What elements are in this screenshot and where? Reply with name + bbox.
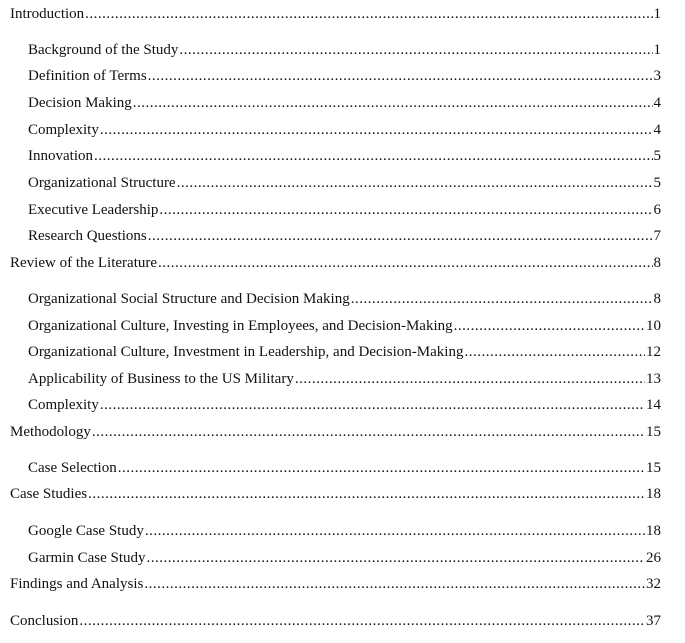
toc-entry-title: Applicability of Business to the US Military xyxy=(28,371,294,387)
toc-entry-page: 1 xyxy=(653,6,661,22)
toc-entry-title: Google Case Study xyxy=(28,523,144,539)
toc-entry-page: 8 xyxy=(653,255,661,271)
toc-entry-page: 6 xyxy=(653,202,661,218)
toc-entry-methodology[interactable] xyxy=(10,422,661,442)
toc-entry-page: 18 xyxy=(646,523,661,539)
toc-entry-complexity-literature[interactable] xyxy=(28,395,661,415)
dot-leader xyxy=(177,173,653,193)
dot-leader xyxy=(148,66,653,86)
toc-entry-case-selection[interactable] xyxy=(28,458,661,478)
toc-entry-page: 13 xyxy=(646,371,661,387)
dot-leader xyxy=(454,316,645,336)
toc-entry-case-studies[interactable] xyxy=(10,484,661,504)
toc-entry-title: Methodology xyxy=(10,424,91,440)
toc-entry-title: Case Selection xyxy=(28,460,117,476)
dot-leader xyxy=(464,342,645,362)
toc-entry-page: 5 xyxy=(653,175,661,191)
dot-leader xyxy=(133,93,653,113)
toc-entry-culture-investment-in-leadership[interactable] xyxy=(28,342,661,362)
dot-leader xyxy=(179,40,652,60)
dot-leader xyxy=(145,521,645,541)
toc-entry-applicability-to-us-military[interactable] xyxy=(28,369,661,389)
dot-leader xyxy=(147,548,646,568)
toc-entry-findings-and-analysis[interactable] xyxy=(10,574,661,594)
toc-entry-page: 26 xyxy=(646,550,661,566)
dot-leader xyxy=(144,574,645,594)
toc-entry-page: 8 xyxy=(653,291,661,307)
toc-entry-title: Case Studies xyxy=(10,486,88,502)
toc-entry-page: 12 xyxy=(646,344,661,360)
toc-entry-page: 10 xyxy=(646,318,661,334)
toc-entry-title: Executive Leadership xyxy=(28,202,159,218)
toc-entry-background-of-the-study[interactable] xyxy=(28,40,661,60)
toc-entry-title: Garmin Case Study xyxy=(28,550,146,566)
toc-entry-title: Organizational Culture, Investing in Employees, and Decision-Making xyxy=(28,318,453,334)
toc-entry-title: Conclusion xyxy=(10,613,79,629)
toc-entry-page: 4 xyxy=(653,95,661,111)
toc-entry-title: Complexity xyxy=(28,397,99,413)
dot-leader xyxy=(92,422,645,442)
toc-entry-page: 15 xyxy=(646,460,661,476)
toc-entry-definition-of-terms[interactable] xyxy=(28,66,661,86)
toc-entry-title: Organizational Structure xyxy=(28,175,176,191)
toc-entry-introduction[interactable] xyxy=(10,4,661,24)
toc-entry-title: Innovation xyxy=(28,148,93,164)
toc-entry-title: Organizational Culture, Investment in Leadership, and Decision-Making xyxy=(28,344,464,360)
toc-entry-review-of-the-literature[interactable] xyxy=(10,253,661,273)
toc-entry-google-case-study[interactable] xyxy=(28,521,661,541)
dot-leader xyxy=(85,4,652,24)
toc-entry-culture-investing-in-employees[interactable] xyxy=(28,316,661,336)
dot-leader xyxy=(100,395,645,415)
toc-entry-page: 32 xyxy=(646,576,661,592)
dot-leader xyxy=(100,120,653,140)
toc-entry-title: Decision Making xyxy=(28,95,132,111)
dot-leader xyxy=(158,253,652,273)
toc-entry-organizational-social-structure[interactable] xyxy=(28,289,661,309)
toc-entry-page: 18 xyxy=(646,486,661,502)
dot-leader xyxy=(295,369,645,389)
toc-entry-organizational-structure[interactable] xyxy=(28,173,661,193)
toc-entry-title: Background of the Study xyxy=(28,42,179,58)
toc-entry-page: 15 xyxy=(646,424,661,440)
toc-entry-research-questions[interactable] xyxy=(28,226,661,246)
toc-entry-executive-leadership[interactable] xyxy=(28,200,661,220)
toc-entry-page: 3 xyxy=(653,68,661,84)
toc-entry-page: 4 xyxy=(653,122,661,138)
toc-entry-page: 1 xyxy=(653,42,661,58)
toc-entry-title: Introduction xyxy=(10,6,85,22)
dot-leader xyxy=(159,200,652,220)
dot-leader xyxy=(79,611,645,631)
toc-entry-decision-making[interactable] xyxy=(28,93,661,113)
toc-entry-title: Complexity xyxy=(28,122,99,138)
toc-entry-page: 5 xyxy=(653,148,661,164)
dot-leader xyxy=(88,484,645,504)
dot-leader xyxy=(148,226,653,246)
toc-entry-page: 37 xyxy=(646,613,661,629)
toc-entry-innovation[interactable] xyxy=(28,146,661,166)
toc-entry-garmin-case-study[interactable] xyxy=(28,548,661,568)
dot-leader xyxy=(94,146,653,166)
toc-entry-title: Definition of Terms xyxy=(28,68,147,84)
toc-entry-complexity[interactable] xyxy=(28,120,661,140)
toc-entry-page: 7 xyxy=(653,228,661,244)
toc-entry-title: Findings and Analysis xyxy=(10,576,144,592)
toc-entry-title: Review of the Literature xyxy=(10,255,158,271)
toc-entry-page: 14 xyxy=(646,397,661,413)
toc-entry-conclusion[interactable] xyxy=(10,611,661,631)
dot-leader xyxy=(118,458,645,478)
toc-entry-title: Research Questions xyxy=(28,228,147,244)
dot-leader xyxy=(351,289,653,309)
toc-entry-title: Organizational Social Structure and Decision Making xyxy=(28,291,350,307)
